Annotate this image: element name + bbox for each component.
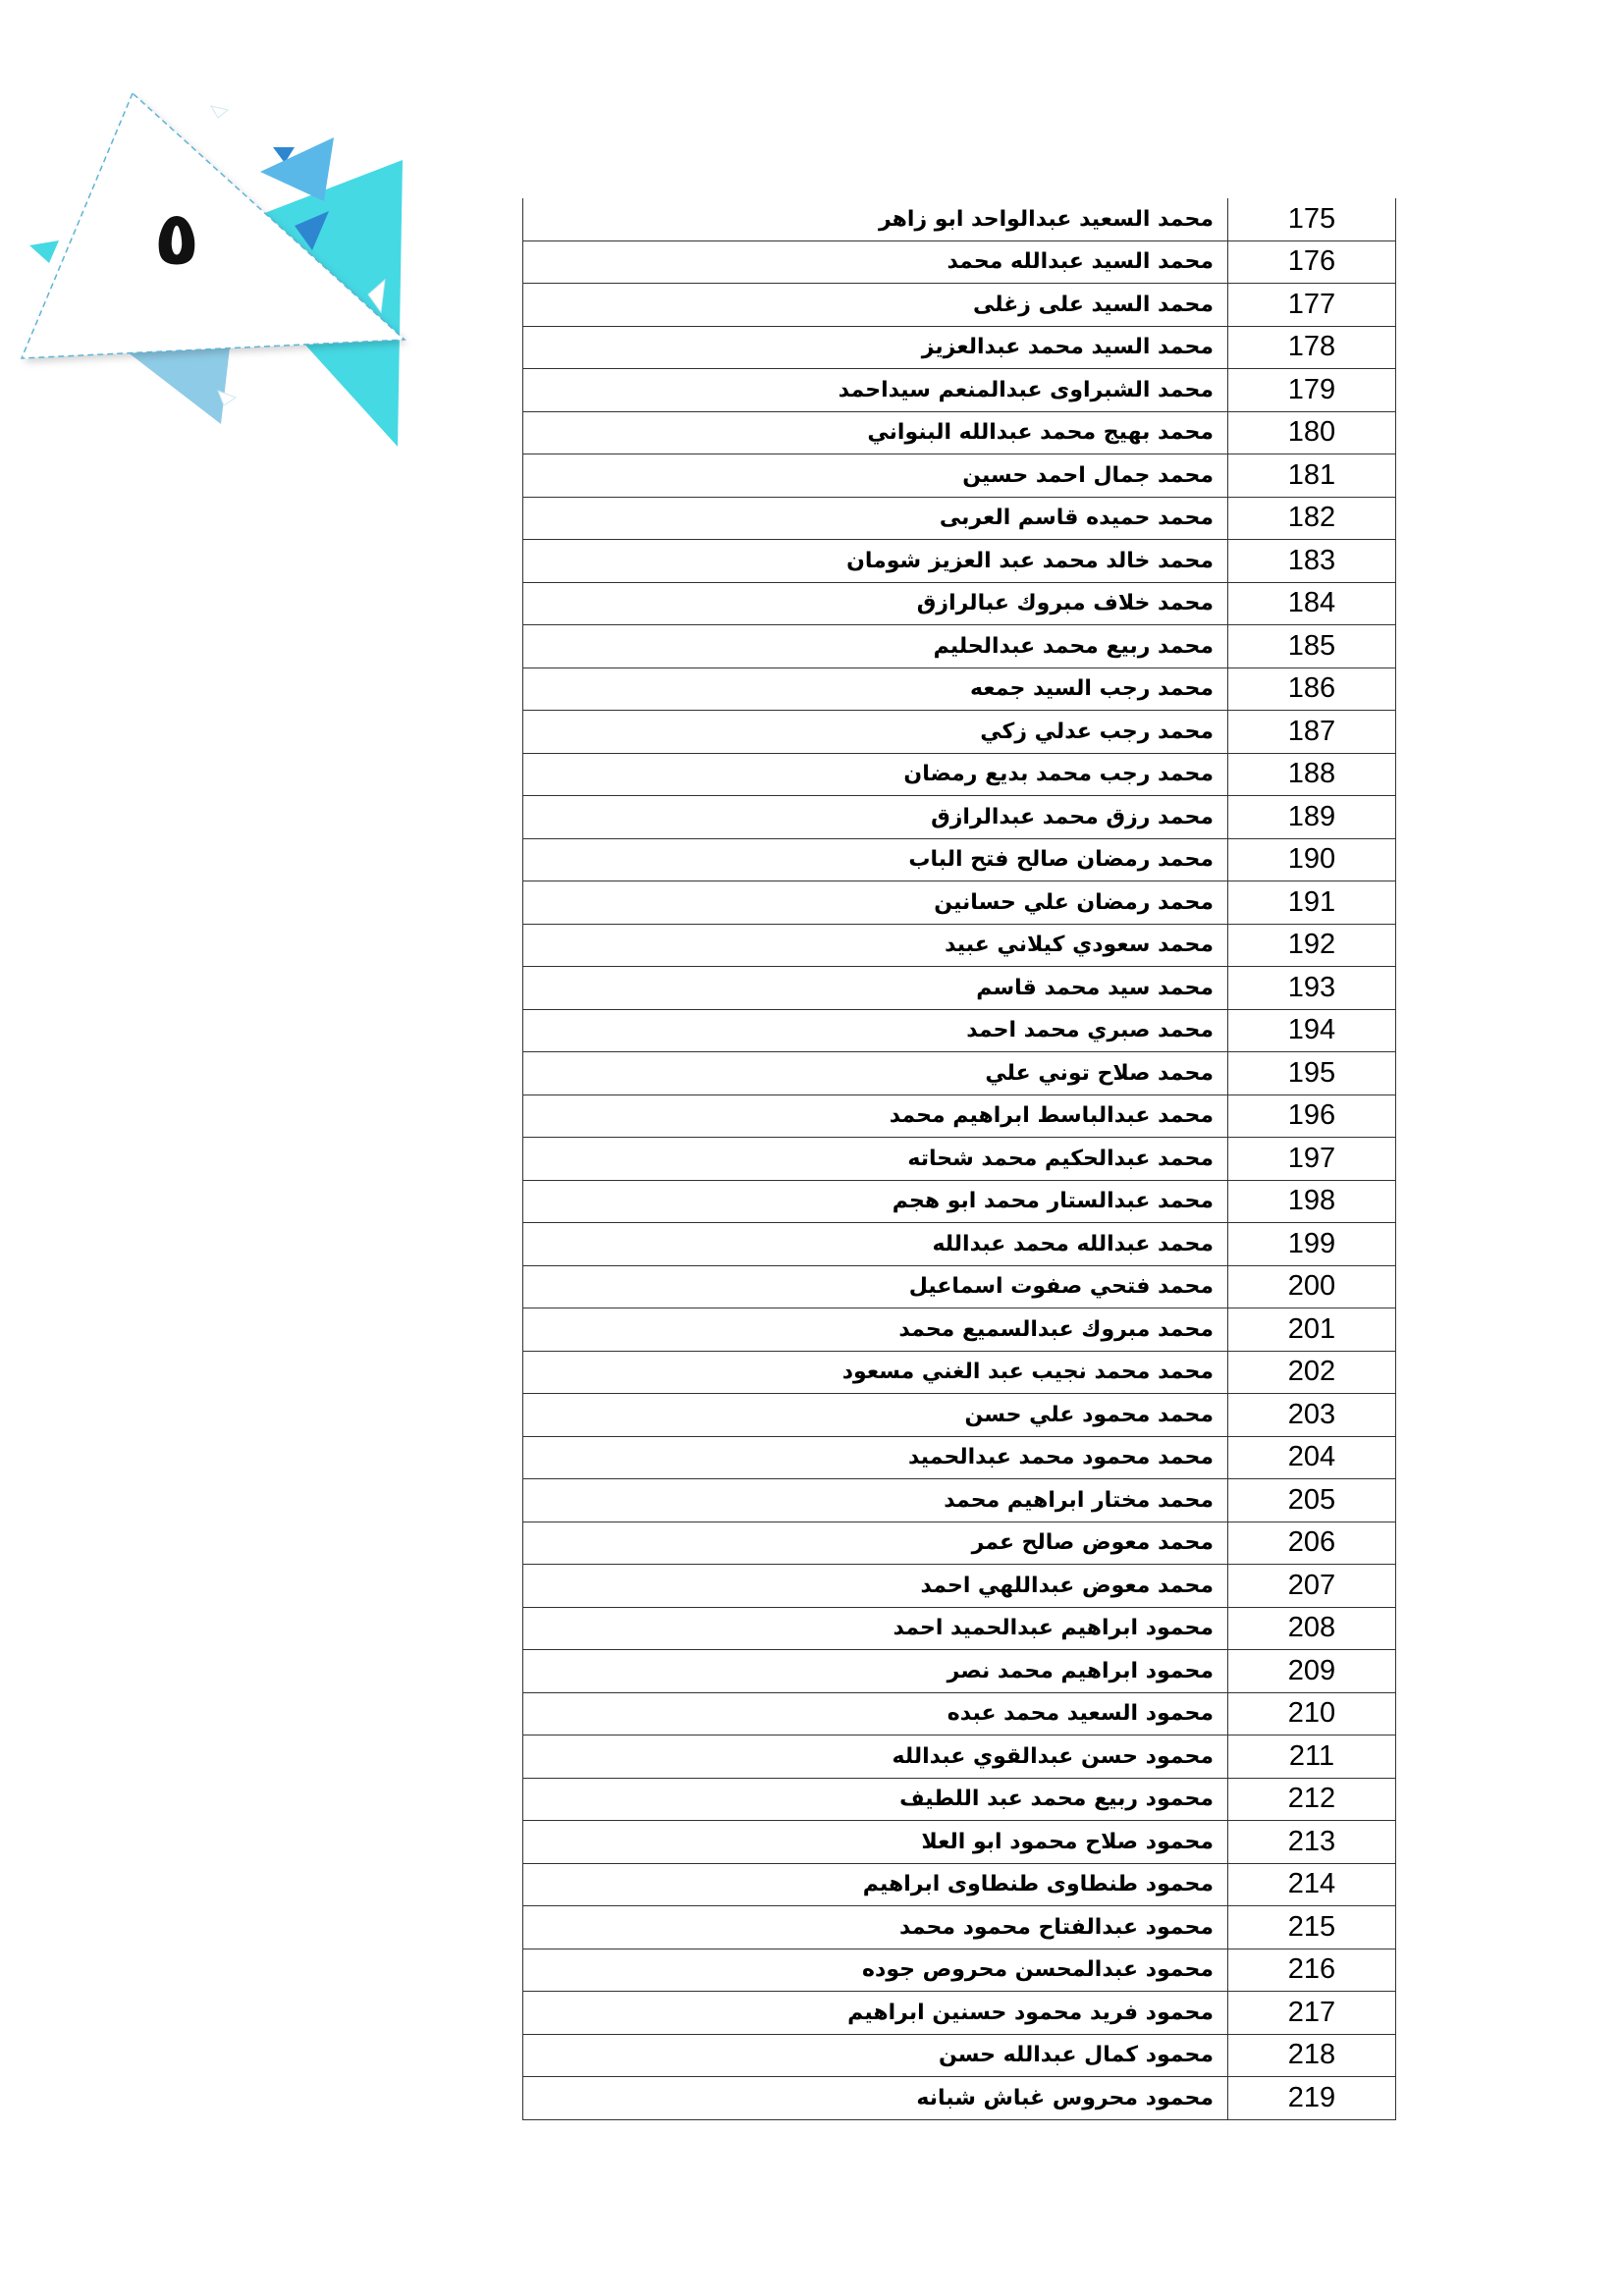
table-row bbox=[523, 454, 1396, 498]
row-number: 186 bbox=[1228, 667, 1396, 711]
row-name: محمود ابراهيم محمد نصر bbox=[523, 1650, 1228, 1693]
row-name: محمد السيد على زغلى bbox=[523, 284, 1228, 327]
row-name: محمد عبدالستار محمد ابو هجم bbox=[523, 1180, 1228, 1223]
row-name: محمد السيد عبدالله محمد bbox=[523, 240, 1228, 284]
table-row bbox=[523, 369, 1396, 412]
row-name: محمد فتحي صفوت اسماعيل bbox=[523, 1265, 1228, 1308]
row-number: 215 bbox=[1228, 1906, 1396, 1949]
row-number: 187 bbox=[1228, 711, 1396, 754]
row-number: 214 bbox=[1228, 1863, 1396, 1906]
row-number: 180 bbox=[1228, 411, 1396, 454]
row-name: محمود فريد محمود حسنين ابراهيم bbox=[523, 1992, 1228, 2035]
row-name: محمد محمد نجيب عبد الغني مسعود bbox=[523, 1351, 1228, 1394]
row-name: محمود عبدالفتاح محمود محمد bbox=[523, 1906, 1228, 1949]
row-name: محمد السعيد عبدالواحد ابو زاهر bbox=[523, 198, 1228, 240]
row-name: محمد الشبراوى عبدالمنعم سيداحمد bbox=[523, 369, 1228, 412]
row-number: 206 bbox=[1228, 1522, 1396, 1565]
table-row bbox=[523, 1949, 1396, 1992]
row-number: 196 bbox=[1228, 1095, 1396, 1138]
row-number: 184 bbox=[1228, 582, 1396, 625]
row-number: 175 bbox=[1228, 198, 1396, 240]
table-row bbox=[523, 326, 1396, 369]
row-number: 190 bbox=[1228, 838, 1396, 881]
names-table bbox=[522, 198, 1396, 2120]
row-name: محمد رمضان صالح فتح الباب bbox=[523, 838, 1228, 881]
row-number: 207 bbox=[1228, 1565, 1396, 1608]
table-row bbox=[523, 1863, 1396, 1906]
table-row bbox=[523, 1650, 1396, 1693]
row-name: محمود صلاح محمود ابو العلا bbox=[523, 1821, 1228, 1864]
table-row bbox=[523, 284, 1396, 327]
table-row bbox=[523, 2077, 1396, 2120]
table-row bbox=[523, 2034, 1396, 2077]
table-row bbox=[523, 796, 1396, 839]
row-name: محمود كمال عبدالله حسن bbox=[523, 2034, 1228, 2077]
row-name: محمد مبروك عبدالسميع محمد bbox=[523, 1308, 1228, 1352]
row-name: محمد ربيع محمد عبدالحليم bbox=[523, 625, 1228, 668]
row-number: 217 bbox=[1228, 1992, 1396, 2035]
table-row bbox=[523, 1308, 1396, 1352]
table-row bbox=[523, 881, 1396, 925]
row-number: 195 bbox=[1228, 1052, 1396, 1095]
table-row bbox=[523, 240, 1396, 284]
row-number: 177 bbox=[1228, 284, 1396, 327]
table-row bbox=[523, 924, 1396, 967]
row-number: 179 bbox=[1228, 369, 1396, 412]
row-name: محمد رمضان علي حسانين bbox=[523, 881, 1228, 925]
row-name: محمد سعودي كيلاني عبيد bbox=[523, 924, 1228, 967]
table-row bbox=[523, 1009, 1396, 1052]
table-row bbox=[523, 1138, 1396, 1181]
table-row bbox=[523, 667, 1396, 711]
row-number: 212 bbox=[1228, 1778, 1396, 1821]
row-name: محمد رجب عدلي زكي bbox=[523, 711, 1228, 754]
row-name: محمد محمود علي حسن bbox=[523, 1394, 1228, 1437]
table-row bbox=[523, 411, 1396, 454]
row-number: 205 bbox=[1228, 1479, 1396, 1522]
table-row bbox=[523, 1692, 1396, 1735]
table-row bbox=[523, 753, 1396, 796]
row-name: محمد عبدالله محمد عبدالله bbox=[523, 1223, 1228, 1266]
row-number: 183 bbox=[1228, 540, 1396, 583]
row-name: محمود ربيع محمد عبد اللطيف bbox=[523, 1778, 1228, 1821]
row-name: محمد جمال احمد حسين bbox=[523, 454, 1228, 498]
names-table-body bbox=[523, 198, 1396, 2119]
table-row bbox=[523, 1565, 1396, 1608]
table-row bbox=[523, 1394, 1396, 1437]
row-number: 209 bbox=[1228, 1650, 1396, 1693]
table-row bbox=[523, 540, 1396, 583]
row-number: 219 bbox=[1228, 2077, 1396, 2120]
row-name: محمود حسن عبدالقوي عبدالله bbox=[523, 1735, 1228, 1779]
row-number: 185 bbox=[1228, 625, 1396, 668]
blue-triangle-mid bbox=[260, 137, 334, 201]
table-row bbox=[523, 1223, 1396, 1266]
table-row bbox=[523, 1095, 1396, 1138]
table-row bbox=[523, 1351, 1396, 1394]
row-name: محمود عبدالمحسن محروص جوده bbox=[523, 1949, 1228, 1992]
row-number: 210 bbox=[1228, 1692, 1396, 1735]
table-row bbox=[523, 1436, 1396, 1479]
table-row bbox=[523, 1607, 1396, 1650]
row-name: محمود ابراهيم عبدالحميد احمد bbox=[523, 1607, 1228, 1650]
row-number: 191 bbox=[1228, 881, 1396, 925]
row-number: 188 bbox=[1228, 753, 1396, 796]
row-number: 211 bbox=[1228, 1735, 1396, 1779]
table-row bbox=[523, 711, 1396, 754]
row-number: 197 bbox=[1228, 1138, 1396, 1181]
table-row bbox=[523, 1522, 1396, 1565]
row-name: محمد صلاح توني علي bbox=[523, 1052, 1228, 1095]
row-name: محمد صبري محمد احمد bbox=[523, 1009, 1228, 1052]
row-number: 192 bbox=[1228, 924, 1396, 967]
table-row bbox=[523, 1479, 1396, 1522]
row-number: 202 bbox=[1228, 1351, 1396, 1394]
row-number: 199 bbox=[1228, 1223, 1396, 1266]
table-row bbox=[523, 967, 1396, 1010]
table-row bbox=[523, 1821, 1396, 1864]
table-row bbox=[523, 497, 1396, 540]
page-number: ٥ bbox=[153, 194, 200, 282]
row-number: 203 bbox=[1228, 1394, 1396, 1437]
row-name: محمد محمود محمد عبدالحميد bbox=[523, 1436, 1228, 1479]
row-number: 200 bbox=[1228, 1265, 1396, 1308]
row-number: 218 bbox=[1228, 2034, 1396, 2077]
row-name: محمد خلاف مبروك عبالرازق bbox=[523, 582, 1228, 625]
row-name: محمد بهيج محمد عبدالله البنواني bbox=[523, 411, 1228, 454]
row-name: محمد عبدالحكيم محمد شحاته bbox=[523, 1138, 1228, 1181]
table-row bbox=[523, 838, 1396, 881]
row-number: 198 bbox=[1228, 1180, 1396, 1223]
row-number: 204 bbox=[1228, 1436, 1396, 1479]
row-name: محمد معوض صالح عمر bbox=[523, 1522, 1228, 1565]
row-number: 181 bbox=[1228, 454, 1396, 498]
row-name: محمد خالد محمد عبد العزيز شومان bbox=[523, 540, 1228, 583]
table-row bbox=[523, 1906, 1396, 1949]
table-row bbox=[523, 582, 1396, 625]
row-number: 213 bbox=[1228, 1821, 1396, 1864]
row-number: 176 bbox=[1228, 240, 1396, 284]
row-name: محمود محروس غباش شبانه bbox=[523, 2077, 1228, 2120]
row-number: 193 bbox=[1228, 967, 1396, 1010]
table-row bbox=[523, 1180, 1396, 1223]
row-number: 178 bbox=[1228, 326, 1396, 369]
row-number: 182 bbox=[1228, 497, 1396, 540]
row-name: محمد مختار ابراهيم محمد bbox=[523, 1479, 1228, 1522]
row-number: 216 bbox=[1228, 1949, 1396, 1992]
row-name: محمد عبدالباسط ابراهيم محمد bbox=[523, 1095, 1228, 1138]
white-fragment-1 bbox=[211, 106, 228, 118]
row-name: محمد معوض عبداللهي احمد bbox=[523, 1565, 1228, 1608]
row-number: 208 bbox=[1228, 1607, 1396, 1650]
row-name: محمد رجب السيد جمعه bbox=[523, 667, 1228, 711]
row-number: 194 bbox=[1228, 1009, 1396, 1052]
row-number: 201 bbox=[1228, 1308, 1396, 1352]
table-row bbox=[523, 198, 1396, 240]
table-row bbox=[523, 1992, 1396, 2035]
table-row bbox=[523, 1052, 1396, 1095]
row-name: محمد حميده قاسم العربى bbox=[523, 497, 1228, 540]
row-name: محمد السيد محمد عبدالعزيز bbox=[523, 326, 1228, 369]
row-name: محمد رزق محمد عبدالرازق bbox=[523, 796, 1228, 839]
table-row bbox=[523, 625, 1396, 668]
row-name: محمد رجب محمد بديع رمضان bbox=[523, 753, 1228, 796]
row-name: محمود السعيد محمد عبده bbox=[523, 1692, 1228, 1735]
row-name: محمد سيد محمد قاسم bbox=[523, 967, 1228, 1010]
row-name: محمود طنطاوى طنطاوى ابراهيم bbox=[523, 1863, 1228, 1906]
table-row bbox=[523, 1778, 1396, 1821]
row-number: 189 bbox=[1228, 796, 1396, 839]
cyan-triangle-small bbox=[29, 240, 59, 263]
table-row bbox=[523, 1265, 1396, 1308]
table-row bbox=[523, 1735, 1396, 1779]
